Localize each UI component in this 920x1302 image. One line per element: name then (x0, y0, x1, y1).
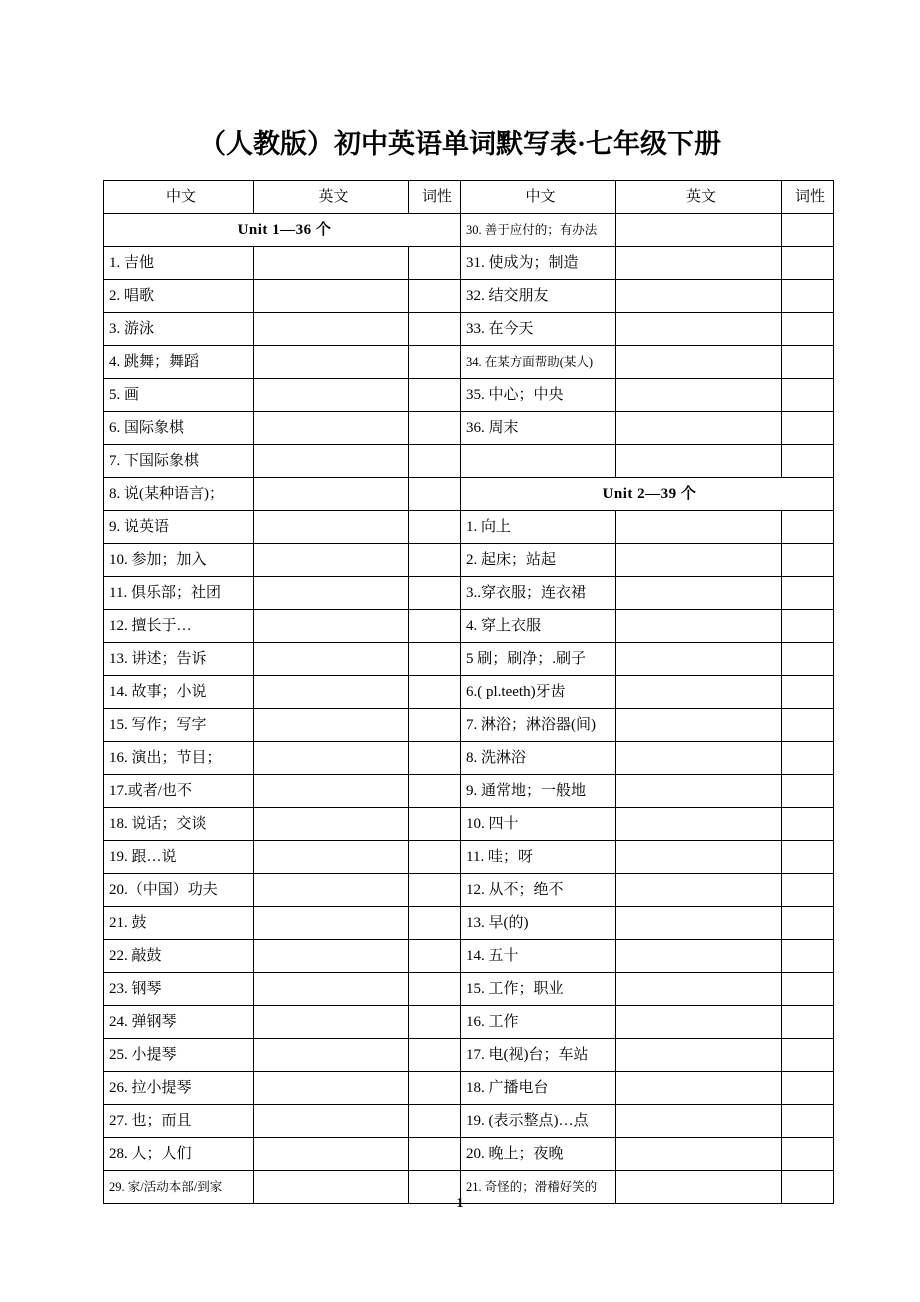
answer-cell-pos-right[interactable] (782, 808, 834, 841)
word-entry-right: 9. 通常地；一般地 (461, 775, 616, 808)
word-entry-right: 18. 广播电台 (461, 1072, 616, 1105)
answer-cell-pos-right[interactable] (782, 1039, 834, 1072)
answer-cell-pos-right[interactable] (782, 973, 834, 1006)
answer-cell-pos-left[interactable] (409, 1072, 461, 1105)
word-entry-left: 16. 演出；节目； (104, 742, 254, 775)
word-entry-right: 7. 淋浴；淋浴器(间) (461, 709, 616, 742)
answer-cell-english-left[interactable] (254, 1138, 409, 1171)
word-entry-left: 12. 擅长于… (104, 610, 254, 643)
answer-cell-english-right[interactable] (616, 643, 782, 676)
answer-cell-pos-right[interactable] (782, 412, 834, 445)
word-entry-left: 21. 鼓 (104, 907, 254, 940)
word-entry-right: 10. 四十 (461, 808, 616, 841)
answer-cell-pos-left[interactable] (409, 709, 461, 742)
answer-cell-english-right[interactable] (616, 280, 782, 313)
word-entry-left: 23. 钢琴 (104, 973, 254, 1006)
answer-cell-pos-right[interactable] (782, 742, 834, 775)
answer-cell-pos-left[interactable] (409, 973, 461, 1006)
answer-cell-pos-right[interactable] (782, 313, 834, 346)
answer-cell-english-left[interactable] (254, 577, 409, 610)
vocabulary-table-body (104, 181, 834, 1204)
unit-header-1: Unit 1—36 个 (104, 214, 461, 247)
answer-cell-pos-left[interactable] (409, 478, 461, 511)
answer-cell-pos-left[interactable] (409, 577, 461, 610)
word-entry-right: 16. 工作 (461, 1006, 616, 1039)
answer-cell-english-left[interactable] (254, 775, 409, 808)
table-row (104, 808, 834, 841)
answer-cell-english-right[interactable] (616, 247, 782, 280)
word-entry-right: 34. 在某方面帮助(某人) (461, 346, 616, 379)
table-row (104, 313, 834, 346)
page-number: 1 (456, 1196, 464, 1211)
word-entry-left: 10. 参加；加入 (104, 544, 254, 577)
table-row (104, 445, 834, 478)
answer-cell-pos-left[interactable] (409, 544, 461, 577)
word-entry-right: 36. 周末 (461, 412, 616, 445)
table-row (104, 247, 834, 280)
word-entry-right: 11. 哇；呀 (461, 841, 616, 874)
word-entry-right: 21. 奇怪的；滑稽好笑的 (461, 1171, 616, 1204)
answer-cell-english-right[interactable] (616, 412, 782, 445)
answer-cell-english-left[interactable] (254, 808, 409, 841)
answer-cell-english-right[interactable] (616, 1072, 782, 1105)
answer-cell-pos-left[interactable] (409, 346, 461, 379)
answer-cell-pos-left[interactable] (409, 412, 461, 445)
answer-cell-english-left[interactable] (254, 544, 409, 577)
table-row (104, 907, 834, 940)
answer-cell-english-left[interactable] (254, 1105, 409, 1138)
word-entry-right: 5 刷；刷净；.刷子 (461, 643, 616, 676)
column-header-en-left: 英文 (254, 181, 409, 214)
answer-cell-english-right[interactable] (616, 214, 782, 247)
answer-cell-pos-right[interactable] (782, 676, 834, 709)
answer-cell-pos-right[interactable] (782, 775, 834, 808)
answer-cell-english-left[interactable] (254, 841, 409, 874)
answer-cell-pos-left[interactable] (409, 1006, 461, 1039)
empty-cell (461, 445, 616, 478)
answer-cell-pos-left[interactable] (409, 643, 461, 676)
table-row (104, 412, 834, 445)
answer-cell-english-left[interactable] (254, 379, 409, 412)
answer-cell-english-left[interactable] (254, 313, 409, 346)
word-entry-left: 2. 唱歌 (104, 280, 254, 313)
unit-header-2: Unit 2—39 个 (461, 478, 834, 511)
table-row (104, 610, 834, 643)
answer-cell-pos-right[interactable] (782, 940, 834, 973)
word-entry-right: 14. 五十 (461, 940, 616, 973)
word-entry-left: 8. 说(某种语言)； (104, 478, 254, 511)
word-entry-right: 2. 起床；站起 (461, 544, 616, 577)
word-entry-right: 15. 工作；职业 (461, 973, 616, 1006)
table-row (104, 775, 834, 808)
answer-cell-english-right[interactable] (616, 775, 782, 808)
word-entry-left: 9. 说英语 (104, 511, 254, 544)
word-entry-right: 8. 洗淋浴 (461, 742, 616, 775)
page-title: （人教版）初中英语单词默写表·七年级下册 (198, 129, 721, 159)
table-header-row (104, 181, 834, 214)
word-entry-left: 22. 敲鼓 (104, 940, 254, 973)
word-entry-left: 19. 跟…说 (104, 841, 254, 874)
answer-cell-english-right[interactable] (616, 940, 782, 973)
table-row (104, 973, 834, 1006)
word-entry-left: 7. 下国际象棋 (104, 445, 254, 478)
word-entry-left: 18. 说话；交谈 (104, 808, 254, 841)
word-entry-right: 32. 结交朋友 (461, 280, 616, 313)
table-row (104, 511, 834, 544)
column-header-cn-right: 中文 (461, 181, 616, 214)
answer-cell-pos-left[interactable] (409, 907, 461, 940)
answer-cell-english-left[interactable] (254, 610, 409, 643)
table-row (104, 874, 834, 907)
answer-cell-english-left[interactable] (254, 973, 409, 1006)
answer-cell-pos-right[interactable] (782, 1072, 834, 1105)
answer-cell-english-right[interactable] (616, 379, 782, 412)
answer-cell-english-right[interactable] (616, 874, 782, 907)
table-row (104, 1006, 834, 1039)
answer-cell-pos-left[interactable] (409, 1138, 461, 1171)
answer-cell-pos-right[interactable] (782, 445, 834, 478)
word-entry-right: 4. 穿上衣服 (461, 610, 616, 643)
answer-cell-english-left[interactable] (254, 874, 409, 907)
answer-cell-pos-left[interactable] (409, 775, 461, 808)
answer-cell-english-left[interactable] (254, 346, 409, 379)
word-entry-right: 1. 向上 (461, 511, 616, 544)
word-entry-right: 20. 晚上；夜晚 (461, 1138, 616, 1171)
table-row (104, 346, 834, 379)
table-row (104, 643, 834, 676)
word-entry-left: 14. 故事；小说 (104, 676, 254, 709)
answer-cell-pos-right[interactable] (782, 247, 834, 280)
answer-cell-pos-right[interactable] (782, 841, 834, 874)
answer-cell-pos-right[interactable] (782, 709, 834, 742)
answer-cell-english-left[interactable] (254, 280, 409, 313)
table-row (104, 214, 834, 247)
answer-cell-pos-right[interactable] (782, 907, 834, 940)
word-entry-right: 33. 在今天 (461, 313, 616, 346)
answer-cell-english-left[interactable] (254, 412, 409, 445)
column-header-pos-left: 词性 (409, 181, 461, 214)
word-entry-right: 6.( pl.teeth)牙齿 (461, 676, 616, 709)
word-entry-right: 19. (表示整点)…点 (461, 1105, 616, 1138)
answer-cell-english-left[interactable] (254, 511, 409, 544)
answer-cell-english-right[interactable] (616, 1039, 782, 1072)
word-entry-right: 35. 中心；中央 (461, 379, 616, 412)
column-header-pos-right: 词性 (782, 181, 834, 214)
table-row (104, 577, 834, 610)
word-entry-left: 28. 人；人们 (104, 1138, 254, 1171)
answer-cell-pos-right[interactable] (782, 874, 834, 907)
answer-cell-english-right[interactable] (616, 1138, 782, 1171)
answer-cell-pos-left[interactable] (409, 676, 461, 709)
word-entry-left: 3. 游泳 (104, 313, 254, 346)
answer-cell-english-right[interactable] (616, 841, 782, 874)
column-header-en-right: 英文 (616, 181, 782, 214)
answer-cell-english-right[interactable] (616, 973, 782, 1006)
table-row (104, 544, 834, 577)
word-entry-left: 26. 拉小提琴 (104, 1072, 254, 1105)
answer-cell-pos-left[interactable] (409, 1105, 461, 1138)
answer-cell-pos-left[interactable] (409, 874, 461, 907)
answer-cell-pos-right[interactable] (782, 346, 834, 379)
answer-cell-english-right[interactable] (616, 511, 782, 544)
column-header-cn-left: 中文 (104, 181, 254, 214)
vocabulary-table (103, 180, 834, 1204)
answer-cell-pos-right[interactable] (782, 1105, 834, 1138)
answer-cell-pos-right[interactable] (782, 610, 834, 643)
answer-cell-pos-right[interactable] (782, 643, 834, 676)
table-row (104, 280, 834, 313)
answer-cell-pos-right[interactable] (782, 1138, 834, 1171)
answer-cell-english-right[interactable] (616, 544, 782, 577)
answer-cell-english-right[interactable] (616, 445, 782, 478)
answer-cell-pos-right[interactable] (782, 280, 834, 313)
answer-cell-english-left[interactable] (254, 940, 409, 973)
answer-cell-pos-left[interactable] (409, 841, 461, 874)
table-row (104, 676, 834, 709)
answer-cell-english-right[interactable] (616, 808, 782, 841)
answer-cell-english-left[interactable] (254, 478, 409, 511)
word-entry-left: 25. 小提琴 (104, 1039, 254, 1072)
answer-cell-english-left[interactable] (254, 709, 409, 742)
answer-cell-pos-left[interactable] (409, 808, 461, 841)
answer-cell-english-right[interactable] (616, 709, 782, 742)
answer-cell-english-right[interactable] (616, 1105, 782, 1138)
answer-cell-pos-left[interactable] (409, 610, 461, 643)
word-entry-right: 30. 善于应付的；有办法 (461, 214, 616, 247)
word-entry-left: 1. 吉他 (104, 247, 254, 280)
answer-cell-pos-left[interactable] (409, 511, 461, 544)
answer-cell-english-left[interactable] (254, 1072, 409, 1105)
answer-cell-pos-right[interactable] (782, 379, 834, 412)
word-entry-right: 12. 从不；绝不 (461, 874, 616, 907)
answer-cell-english-right[interactable] (616, 742, 782, 775)
answer-cell-english-right[interactable] (616, 346, 782, 379)
answer-cell-english-left[interactable] (254, 445, 409, 478)
answer-cell-english-left[interactable] (254, 676, 409, 709)
answer-cell-pos-right[interactable] (782, 511, 834, 544)
table-row (104, 1105, 834, 1138)
word-entry-left: 4. 跳舞；舞蹈 (104, 346, 254, 379)
answer-cell-pos-left[interactable] (409, 940, 461, 973)
table-row (104, 478, 834, 511)
answer-cell-english-left[interactable] (254, 1006, 409, 1039)
answer-cell-pos-left[interactable] (409, 280, 461, 313)
word-entry-left: 20.（中国）功夫 (104, 874, 254, 907)
answer-cell-pos-left[interactable] (409, 445, 461, 478)
answer-cell-pos-right[interactable] (782, 214, 834, 247)
table-row (104, 1039, 834, 1072)
answer-cell-english-right[interactable] (616, 1006, 782, 1039)
answer-cell-pos-right[interactable] (782, 1006, 834, 1039)
table-row (104, 1138, 834, 1171)
word-entry-left: 24. 弹钢琴 (104, 1006, 254, 1039)
word-entry-left: 15. 写作；写字 (104, 709, 254, 742)
table-row (104, 1072, 834, 1105)
answer-cell-pos-left[interactable] (409, 742, 461, 775)
word-entry-left: 13. 讲述；告诉 (104, 643, 254, 676)
answer-cell-pos-right[interactable] (782, 544, 834, 577)
answer-cell-pos-left[interactable] (409, 1039, 461, 1072)
answer-cell-english-right[interactable] (616, 313, 782, 346)
word-entry-left: 17.或者/也不 (104, 775, 254, 808)
word-entry-left: 5. 画 (104, 379, 254, 412)
word-entry-left: 27. 也；而且 (104, 1105, 254, 1138)
answer-cell-pos-left[interactable] (409, 247, 461, 280)
table-row (104, 841, 834, 874)
word-entry-left: 6. 国际象棋 (104, 412, 254, 445)
answer-cell-english-right[interactable] (616, 610, 782, 643)
word-entry-left: 11. 俱乐部；社团 (104, 577, 254, 610)
table-row (104, 379, 834, 412)
answer-cell-pos-right[interactable] (782, 577, 834, 610)
table-row (104, 742, 834, 775)
answer-cell-pos-left[interactable] (409, 313, 461, 346)
word-entry-right: 3..穿衣服；连衣裙 (461, 577, 616, 610)
answer-cell-english-right[interactable] (616, 907, 782, 940)
answer-cell-english-right[interactable] (616, 577, 782, 610)
answer-cell-english-right[interactable] (616, 676, 782, 709)
word-entry-right: 31. 使成为；制造 (461, 247, 616, 280)
answer-cell-english-left[interactable] (254, 247, 409, 280)
answer-cell-english-left[interactable] (254, 907, 409, 940)
answer-cell-pos-left[interactable] (409, 379, 461, 412)
word-entry-right: 13. 早(的) (461, 907, 616, 940)
table-row (104, 709, 834, 742)
answer-cell-english-left[interactable] (254, 742, 409, 775)
word-entry-right: 17. 电(视)台；车站 (461, 1039, 616, 1072)
answer-cell-english-left[interactable] (254, 643, 409, 676)
word-entry-left: 29. 家/活动本部/到家 (104, 1171, 254, 1204)
table-row (104, 940, 834, 973)
answer-cell-english-left[interactable] (254, 1039, 409, 1072)
